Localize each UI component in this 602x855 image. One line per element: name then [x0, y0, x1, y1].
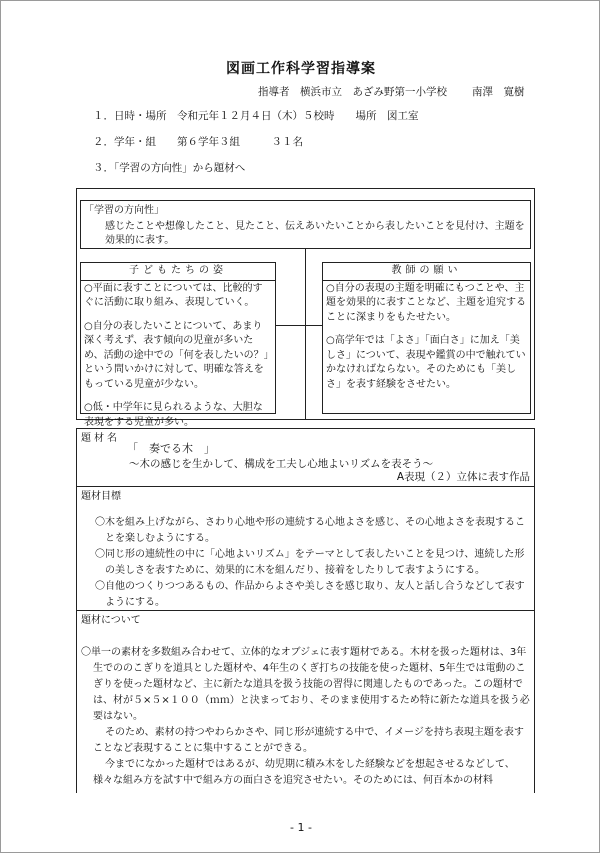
connector-vertical — [305, 249, 306, 420]
about-para-2: そのため、素材の持つやわらかさや、同じ形が連続する中で、イメージを持ち表現主題を表すことなど表現することに集中することができる。 — [93, 727, 524, 754]
about-para-1: 〇単一の素材を多数組み合わせて、立体的なオブジェに表す題材である。木材を扱った題材は、3年生でののこぎりを道具とした題材や、4年生のくぎ打ちの技能を使った題材、5年生では電動のこぎりを使った題材など、主に新たな道具を扱う技能の習得に関連したものであった。この題材では、材が５×５×１００（ｍｍ）と決まっており、そのまま使用するため特に新たな道具を扱う必要はない。 — [81, 647, 530, 722]
subject-section — [76, 428, 535, 486]
instructor-name: 南澤 寛樹 — [472, 86, 525, 98]
direction-box — [80, 200, 531, 249]
direction-text: 感じたことや想像したこと、見たこと、伝えあいたいことから表したいことを見付け、主題を効果的に表す。 — [105, 220, 525, 246]
direction-label: 「学習の方向性」 — [84, 205, 164, 216]
item-grade: ２．学年・組 第６学年３組 ３１名 — [93, 136, 303, 148]
goal-item-1: 〇木を組み上げながら、さわり心地や形の連続する心地よさを感じ、その心地よさを表現することを楽しむようにする。 — [95, 517, 525, 544]
teacher-para-1: ○自分の表現の主題を明確にもつことや、主題を効果的に表すことなど、主題を追究することに深まりをもたせたい。 — [326, 282, 526, 323]
subject-subtitle: ～木の感じを生かして、構成を工夫し心地よいリズムを表そう～ — [129, 458, 434, 470]
teacher-header: 教師の願い — [323, 263, 530, 281]
children-para-3: ○低・中学年に見られるような、大胆な表現をする児童が多い。 — [84, 402, 263, 428]
children-header: 子どもたちの姿 — [81, 263, 275, 281]
instructor-org: 横浜市立 あざみ野第一小学校 — [300, 86, 447, 98]
goals-section — [76, 486, 535, 610]
subject-name: 「 奏でる木 」 — [127, 442, 215, 455]
subject-category: A表現（２）立体に表す作品 — [396, 471, 530, 483]
children-para-1: ○平面に表すことについては、比較的すぐに活動に取り組み、表現していく。 — [84, 282, 263, 308]
item-datetime: １．日時・場所 令和元年１２月４日（木）５校時 場所 図工室 — [93, 110, 419, 122]
instructor-label: 指導者 — [258, 86, 290, 98]
item-direction: ３．「学習の方向性」から題材へ — [93, 162, 246, 174]
about-para-3: 今までになかった題材ではあるが、幼児期に積み木をした経験などを想起させるなどして、様々な組み方を試す中で組み方の面白さを追究させたい。そのためには、何百本かの材料 — [93, 759, 515, 786]
page-number: - 1 - — [290, 821, 312, 834]
page-title: 図画工作科学習指導案 — [226, 61, 376, 77]
about-label: 題材について — [81, 615, 141, 626]
connector-horizontal — [276, 325, 322, 326]
subject-label: 題材名 — [81, 433, 120, 444]
children-para-2: ○自分の表したいことについて、あまり深く考えず、表す傾向の児童が多いため、活動の途中での「何を表したいの？」という問いかけに対して、明確な答えをもっている児童が少ない。 — [84, 320, 269, 390]
about-section — [76, 610, 535, 793]
goal-item-2: 〇同じ形の連続性の中に「心地よいリズム」をテーマとして表したいことを見つけ、連続した形の美しさを表すために、効果的に木を組んだり、接着をしたりして表すようにする。 — [95, 549, 525, 576]
goal-item-3: 〇自他のつくりつつあるもの、作品からよさや美しさを感じ取り、友人と話し合うなどして表すようにする。 — [95, 581, 525, 608]
goals-label: 題材目標 — [81, 491, 121, 502]
teacher-box — [322, 262, 531, 414]
teacher-para-2: ○高学年では「よさ」「面白さ」に加え「美しさ」について、表現や鑑賞の中で触れていかなければならない。そのためにも「美しさ」を表す経験をさせたい。 — [326, 335, 526, 390]
children-box — [80, 262, 276, 428]
